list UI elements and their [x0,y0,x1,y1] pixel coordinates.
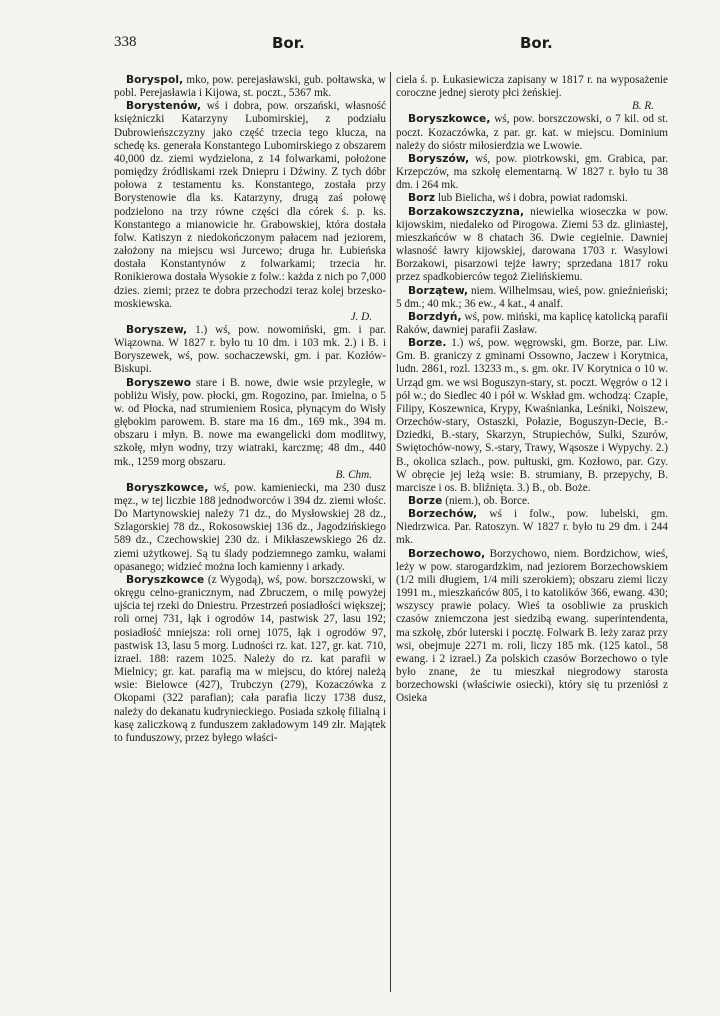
page-number: 338 [114,34,137,50]
dictionary-entry [114,482,386,574]
entry-headword: Borystenów, [126,100,202,113]
entry-headword: Borzakowszczyzna, [408,205,525,218]
entry-text: Borzychowo, niem. Bordzichow, wieś, leży w pow. starogardzkim, nad jeziorem Borzechowskiem (1/2 mili długiem, 1/4 mili szerokiem); obszaru ziemi liczy 1991 m., mieszkańców 805, i to katolików 366, ewang. 430; wszyscy prawie polacy. Wieś ta osobliwie za pruskich czasów zniemczona jest siedzibą ewang. superintendenta, ma szkołę, zbór luterski i pocztę. Folwark B. leży zaraz przy wsi, obejmuje 2271 m. roli, liczy 185 mk. (125 katol., 58 ewang. i 2 izrael.) Za polskich czasów Borzechowo o tyle było znane, że tu mieszkał niegrodowy starosta borzechowski (właściwie osiecki), który się tu przeniósł z Osieka [396,547,668,705]
entry-headword: Boryszów, [408,152,470,165]
entry-author-signature: B. Chm. [335,468,372,481]
entry-text: mko, pow. perejasławski, gub. połtawska, w pobl. Perejasławia i Kijowa, st. poczt., 5367 mk. [114,74,386,100]
entry-text: (z Wygodą), wś, pow. borszczowski, w okręgu celno-granicznym, nad Zbruczem, o milę powyżej ujścia tej rzeki do Dniestru. Przestrzeń posiadłości większej; roli ornej 731, łąk i ogrodów 14, pastwisk 27, lasu 192; posiadłość mniejsza: roli ornej 1075, łąk i ogrodów 97, pastwisk 13, lasu 5 morg. Ludności rz. kat. 127, gr. kat. 710, izrael. 188: razem 1025. Należy do rz. kat parafii w Mielnicy; gr. kat. parafią ma w miejscu, do której należą wsie: Bielowce (427), Trubczyn (279), Kozaczówka z Okopami (322 parafian); cała parafia liczy 1738 dusz, należy do dekanatu kudrynieckiego. Posiada szkołę filialną i kasę zaliczkową z funduszem zakładowym 149 złr. Majątek to funduszowy, przez byłego właści- [114,573,386,744]
dictionary-entry [396,192,668,205]
page-header [0,34,720,58]
dictionary-entry [396,508,668,547]
entry-author-signature: J. D. [350,310,372,323]
entry-headword: Borzdyń, [408,310,462,323]
entry-headword: Boryszkowce, [408,113,491,126]
entry-text: 1.) wś, pow. nowomiński, gm. i par. Wiązowna. W 1827 r. było tu 10 dm. i 103 mk. 2.) i B. i Boryszewek, wś, pow. sochaczewski, gm. i par. Kozłów-Biskupi. [114,323,386,376]
entry-author-signature: B. R. [631,100,654,113]
dictionary-entry [396,495,668,508]
dictionary-entry [396,311,668,337]
dictionary-entry [114,74,386,100]
dictionary-entry [114,324,386,377]
entry-text: wś, pow. kamieniecki, ma 230 dusz męz., w tej liczbie 188 jednodworców i 394 dz. ziemi włośc. Do Martynowskiej należy 71 dz., do Mysłowskiej 28 dz., Szlagorskiej 78 dz., Rokosowskiej 136 dz., Jagodzińskiego 589 dz., Czechowskiej 230 dz. i Mikłaszewskiego 26 dz. ziemi użytkowej. Są tu ślady podziemnego zamku, wałami opasanego; widzieć można loch kamienny i arkady. [114,481,386,573]
dictionary-entry [114,100,386,324]
entry-text: stare i B. nowe, dwie wsie przyległe, w pobliżu Wisły, pow. płocki, gm. Rogozino, par. Imielna, o 5 w. od Płocka, nad strumieniem Rosica, płynącym do Wisły głębokim parowem. B. stare ma 16 dm., 169 mk., 394 m. obszaru i młyn. B. nowe ma ewangelicki dom modlitwy, szkołę, młyn wodny, trzy wiatraki, karczmę; 48 dm., 440 mk., 1259 morg obszaru. [114,376,386,468]
left-column [114,74,386,745]
column-divider [390,72,391,992]
entry-text: niewielka wioseczka w pow. kijowskim, niedaleko od Pirogowa. Ziemi 53 dz. gliniastej, mieszkańców w 8 chatach 36. Dwie cegielnie. Dawniej własność ławry kijowskiej, darowana 1703 r. Wasylowi Borzakowi, pisarzowi tejże ławry; sprzedana 1817 roku przez spadkobierców tegoż Zielińskiemu. [396,205,668,284]
running-head-left: Bor. [272,34,305,52]
dictionary-entry [396,337,668,495]
entry-text: wś i dobra, pow. orszański, własność księżniczki Katarzyny Lubomirskiej, z podziału Dubrowieńszczyzny jako część trzecia tego klucza, na schedę ks. generała Konstantego Lubomirskiego z obszarem 40,000 dz. ziemi wydzielona, z 14 folwarkami, położone pomiędzy źródliskami rzek Dniepru i Dźwiny. Z tych dóbr połowa z testamentu ks. Konstantego, została przy Borystenowie dla ks. Katarzyny, drugą zaś połowę podzielono na trzy równe części dla córek ś. p. ks. Konstantego a mianowicie hr. Grabowskiej, która dostała folw. Katiszyn z niedokończonym pałacem nad jeziorem, założony na miejscu wsi Jurcewo; druga hr. Łubieńska dostała Konstantynów z folwarkami; trzecia hr. Ronikierowa dostała Wysokie z folw.: każda z nich po 7,000 dzies. ziemi; przez te dobra przechodzi teraz kolej brzesko-moskiewska. [114,100,386,310]
entry-headword: Boryspol, [126,74,184,86]
entry-text: lub Bielicha, wś i dobra, powiat radomski. [435,192,628,205]
entry-headword: Borze. [408,337,447,350]
entry-headword: Borzechowo, [408,547,486,560]
running-head-right: Bor. [520,34,553,52]
entry-headword: Borze [408,495,443,507]
dictionary-entry [396,285,668,311]
dictionary-entry [396,153,668,192]
entry-text: niem. Wilhelmsau, wieś, pow. gnieźnieński; 5 dm.; 40 mk.; 36 ew., 4 kat., 4 analf. [396,284,668,310]
entry-text: wś, pow. piotrkowski, gm. Grabica, par. Krzepczów, ma szkołę elementarną. W 1827 r. było tu 38 dm. i 264 mk. [396,152,668,192]
dictionary-entry [396,206,668,285]
entry-headword: Boryszew, [126,323,188,336]
entry-headword: Borzechów, [408,508,478,521]
entry-text: wś, pow. miński, ma kaplicę katolicką parafii Raków, dawniej parafii Zasław. [396,310,668,336]
dictionary-entry [396,113,668,152]
entry-headword: Boryszkowce, [126,481,209,494]
dictionary-entry [114,377,386,482]
entry-text: wś i folw., pow. lubelski, gm. Niedrzwica. Par. Ratoszyn. W 1827 r. było tu 29 dm. i 244 mk. [396,508,668,547]
dictionary-entry [396,74,668,113]
dictionary-entry [114,574,386,745]
entry-headword: Borz [408,192,436,205]
entry-headword: Borzątew, [408,284,469,297]
entry-text: ciela ś. p. Łukasiewicza zapisany w 1817 r. na wyposażenie coroczne jednej sieroty płci żeńskiej. [396,74,668,100]
dictionary-entry [396,548,668,706]
entry-text: wś, pow. borszczowski, o 7 kil. od st. poczt. Kozaczówka, z par. gr. kat. w miejscu. Dominium należy do sióstr miłosierdzia we Lwowie. [396,113,668,152]
entry-headword: Boryszewo [126,376,192,389]
entry-text: (niem.), ob. Borce. [442,495,530,507]
entry-text: 1.) wś, pow. węgrowski, gm. Borze, par. Liw. Gm. B. graniczy z gminami Ossowno, Jaczew i Korytnica, ludn. 2861, rozl. 13233 m., s. gm. okr. IV Korytnica o 10 w. Urząd gm. we wsi Boguszyn-stary, st. poczt. Węgrów o 12 i pół w.; do Siedlec 40 i pół w. Wskład gm. wchodzą: Czaple, Filipy, Koszewnica, Krypy, Kwaśnianka, Leśniki, Noiszew, Orzechów-stary, Ostaszki, Połazie, Boguszyn-Decie, B.-Dziedki, B.-stary, Skarzyn, Strupiechów, Sulki, Szurów, Swiętochów-nowy, S.-stary, Trawy, Wąsosze i Wypychy. 2.) B., okolica szlach., pow. pułtuski, gm. Kozłowo, par. Gzy. W obręcie jej leżą wsie: B. strumiany, B. przepychy, B. marcisze i os. B. bliźnięta. 3.) B., ob. Boże. [396,337,668,494]
right-column [396,74,668,706]
entry-headword: Boryszkowce [126,573,205,586]
